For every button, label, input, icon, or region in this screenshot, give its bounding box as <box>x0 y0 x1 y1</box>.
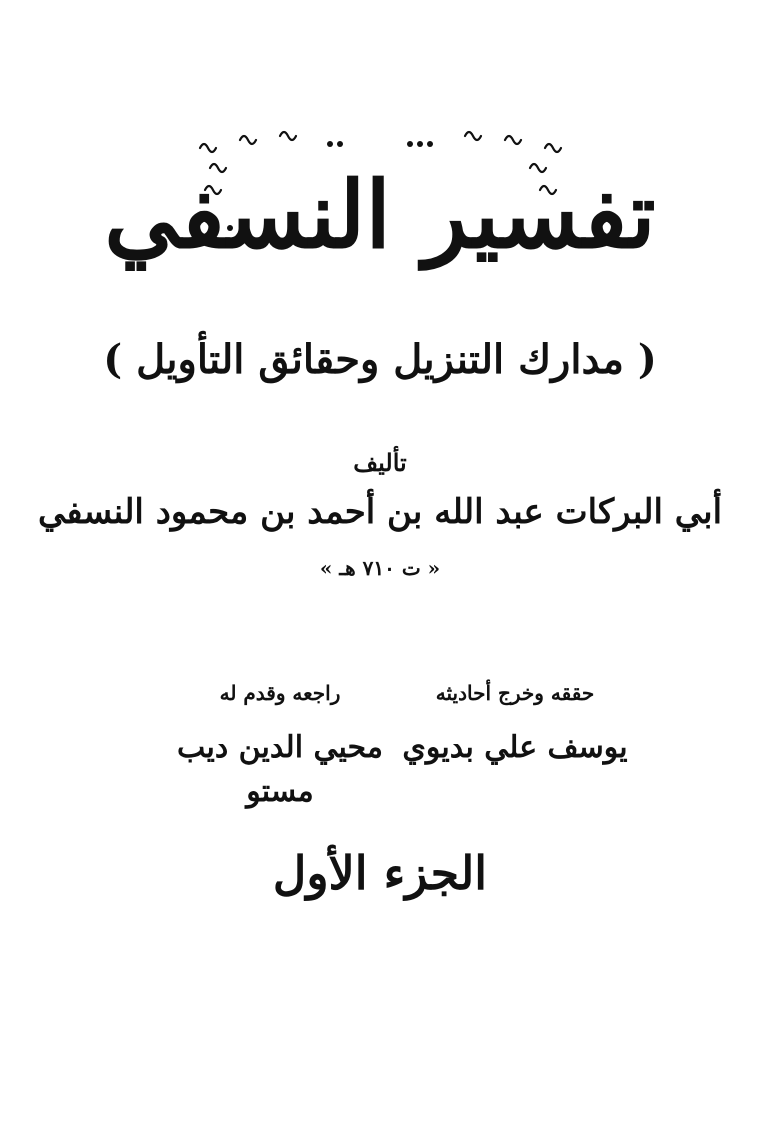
volume-label: الجزء الأول <box>272 846 488 900</box>
verifier-name: يوسف علي بديوي <box>402 730 628 765</box>
verifier-role: حققه وخرج أحاديثه <box>435 681 595 705</box>
reviewer-block <box>150 678 410 814</box>
book-subtitle: ( مدارك التنزيل وحقائق التأويل ) <box>103 336 657 383</box>
book-title: تفسير النسفي <box>104 161 656 269</box>
authored-by-label: تأليف <box>353 448 407 477</box>
reviewer-role: راجعه وقدم له <box>219 681 341 705</box>
author-death-date: « ت ٧١٠ هـ » <box>319 556 441 580</box>
author-name: أبي البركات عبد الله بن أحمد بن محمود النسفي <box>37 492 723 532</box>
verifier-block <box>385 678 645 770</box>
reviewer-name: محيي الدين ديب مستو <box>177 730 383 809</box>
